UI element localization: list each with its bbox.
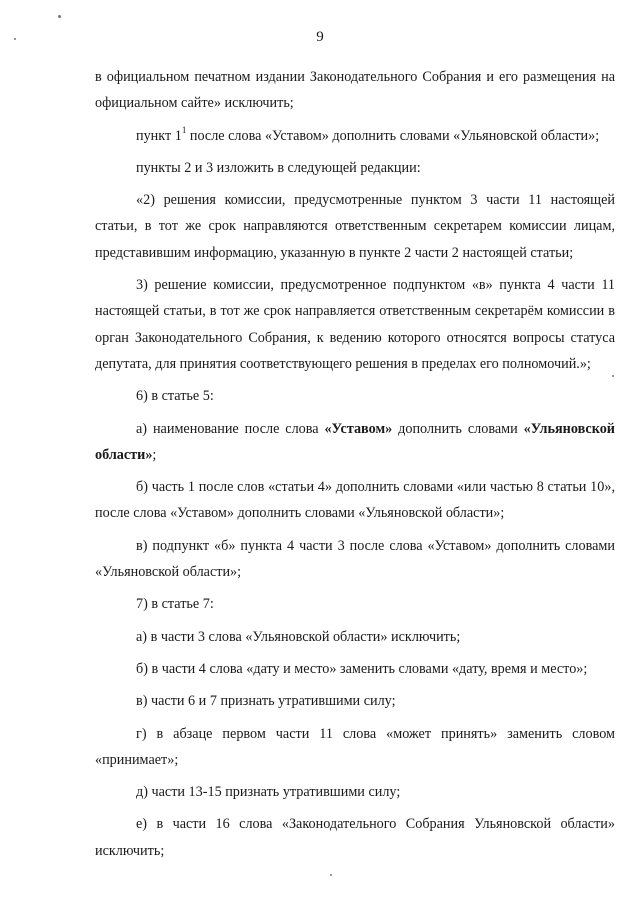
paragraph-text: после слова «Уставом» дополнить словами «Ульяновской области»; [186,127,600,144]
scan-speck [330,874,332,876]
scan-speck [612,375,614,377]
paragraph-article-7-a: а) в части 3 слова «Ульяновской области» исключить; [136,628,461,645]
paragraph-article-5-b: б) часть 1 после слов «статьи 4» дополнить словами «или частью 8 статьи 10», после слова «Уставом» дополнить словами «Ульяновской области»; [95,479,615,522]
page-number: 9 [316,29,324,45]
paragraph-point-2-text: «2) решения комиссии, предусмотренные пунктом 3 части 11 настоящей статьи, в тот же срок направляются ответственным секретарем комиссии лицам, представившим информацию, указанную в пункте 2 части 2 настоящей статьи; [95,192,615,261]
paragraph-article-5-v: в) подпункт «б» пункта 4 части 3 после слова «Уставом» дополнить словами «Ульяновской области»; [95,537,615,581]
paragraph-text: дополнить словами [392,420,524,437]
paragraph-point-1-1 [95,123,615,149]
paragraph-point-3-text: 3) решение комиссии, предусмотренное подпунктом «в» пункта 4 части 11 настоящей статьи, в тот же срок направляется ответственным секретарём комиссии в орган Законодательного Собрания, к ведению которого относятся вопросы статуса депутата, для принятия соответствующего решения в пределах его полномочий.»; [95,277,615,372]
paragraph-article-7-g: г) в абзаце первом части 11 слова «может принять» заменить словом «принимает»; [95,725,615,768]
paragraph-text: ; [152,446,157,463]
scan-speck [58,15,61,18]
paragraph-article-7-d: д) части 13-15 признать утратившими силу; [136,784,401,801]
paragraph-text: а) наименование после слова [136,420,325,437]
paragraph-article-7-v: в) части 6 и 7 признать утратившими силу; [136,693,396,710]
paragraph-article-7: 7) в статье 7: [136,596,214,613]
paragraph-article-7-e: е) в части 16 слова «Законодательного Собрания Ульяновской области» исключить; [95,816,615,859]
paragraph-continuation: в официальном печатном издании Законодательного Собрания и его размещения на официальном сайте» исключить; [95,69,615,112]
paragraph-points-2-3: пункты 2 и 3 изложить в следующей редакции: [136,159,421,176]
paragraph-text: пункт 1 [136,127,182,144]
superscript: 1 [181,124,187,135]
bold-text: «Уставом» [324,420,393,437]
document-body [95,64,615,870]
bold-text: «Ульяновской области» [95,420,615,463]
paragraph-article-5-a [95,416,615,469]
paragraph-article-5: 6) в статье 5: [136,388,214,405]
scan-speck [14,38,16,40]
paragraph-article-7-b: б) в части 4 слова «дату и место» заменить словами «дату, время и место»; [136,660,588,677]
